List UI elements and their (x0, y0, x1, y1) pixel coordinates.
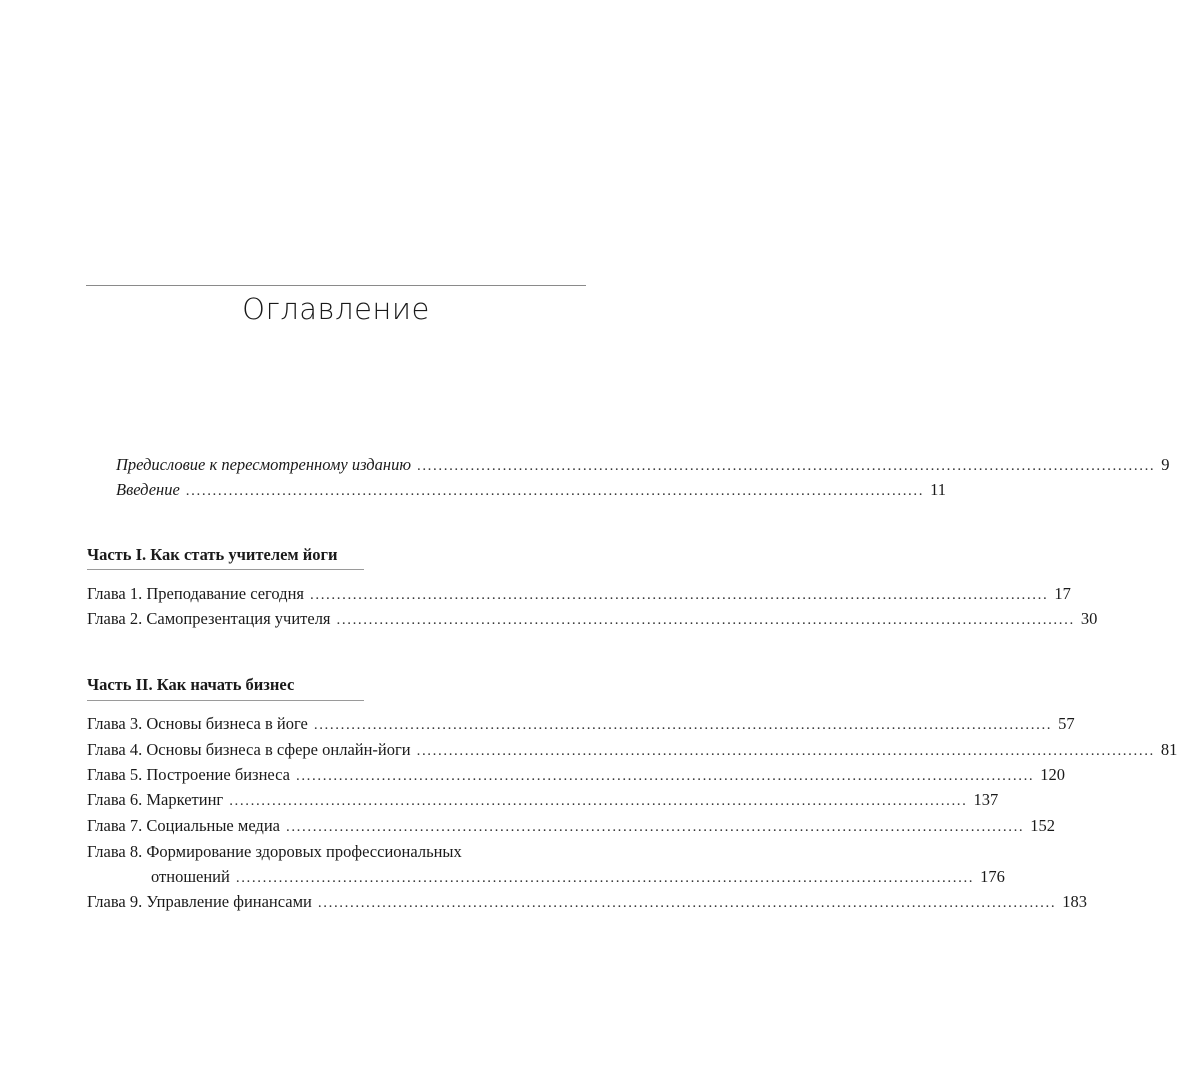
dot-leader: .......................................................................................................................................... (285, 819, 1025, 835)
toc-entry-chapter-5[interactable] (87, 765, 1066, 785)
toc-entry-title: Предисловие к пересмотренному изданию (116, 455, 411, 474)
toc-entry-title: Глава 8. Формирование здоровых профессиональных (87, 842, 462, 861)
dot-leader: .......................................................................................................................................... (416, 743, 1155, 759)
dot-leader: .......................................................................................................................................... (336, 612, 1075, 628)
part-heading: Часть I. Как стать учителем йоги (87, 545, 338, 564)
toc-entry-title: Глава 3. Основы бизнеса в йоге (87, 714, 308, 733)
toc-entry-page: 57 (1058, 714, 1075, 733)
dot-leader: .......................................................................................................................................... (185, 483, 925, 499)
toc-entry-page: 81 (1160, 740, 1177, 759)
toc-entry-title: Глава 4. Основы бизнеса в сфере онлайн-йоги (87, 740, 411, 759)
dot-leader: .......................................................................................................................................... (295, 768, 1035, 784)
toc-entry-title: Глава 2. Самопрезентация учителя (87, 609, 331, 628)
toc-entry-chapter-1[interactable] (87, 584, 1071, 604)
dot-leader: .......................................................................................................................................... (229, 793, 968, 809)
toc-entry-title: Глава 5. Построение бизнеса (87, 765, 290, 784)
toc-entry-chapter-3[interactable] (87, 714, 1075, 734)
toc-entry-chapter-2[interactable] (87, 609, 1098, 629)
toc-entry-title: Введение (116, 480, 180, 499)
toc-entry-title-continued: отношений (151, 867, 230, 886)
toc-entry-page: 137 (973, 790, 999, 809)
dot-leader: .......................................................................................................................................... (416, 458, 1156, 474)
part-underline (87, 700, 364, 701)
toc-entry-page: 11 (930, 480, 946, 499)
toc-entry-preface[interactable] (116, 455, 1170, 475)
dot-leader: .......................................................................................................................................... (235, 870, 975, 886)
toc-entry-chapter-4[interactable] (87, 740, 1177, 760)
toc-entry-title: Глава 7. Социальные медиа (87, 816, 280, 835)
dot-leader: .......................................................................................................................................... (310, 587, 1049, 603)
toc-entry-chapter-7[interactable] (87, 816, 1056, 836)
dot-leader: .......................................................................................................................................... (313, 717, 1053, 733)
toc-entry-page: 9 (1161, 455, 1170, 474)
toc-entry-title: Глава 1. Преподавание сегодня (87, 584, 304, 603)
toc-entry-title: Глава 6. Маркетинг (87, 790, 224, 809)
toc-entry-page: 176 (980, 867, 1005, 886)
toc-entry-page: 30 (1080, 609, 1098, 628)
page-title: Оглавление (242, 292, 430, 326)
part-heading: Часть II. Как начать бизнес (87, 675, 295, 694)
toc-entry-page: 120 (1040, 765, 1066, 784)
toc-entry-page: 183 (1062, 892, 1087, 911)
toc-entry-title: Глава 9. Управление финансами (87, 892, 312, 911)
toc-entry-page: 17 (1054, 584, 1071, 603)
toc-entry-chapter-9[interactable] (87, 892, 1087, 912)
toc-entry-page: 152 (1030, 816, 1056, 835)
part-underline (87, 569, 364, 570)
toc-entry-introduction[interactable] (116, 480, 946, 500)
toc-entry-chapter-6[interactable] (87, 790, 999, 810)
top-divider (86, 285, 586, 286)
dot-leader: .......................................................................................................................................... (317, 895, 1057, 911)
toc-entry-chapter-8[interactable] (87, 839, 1005, 891)
